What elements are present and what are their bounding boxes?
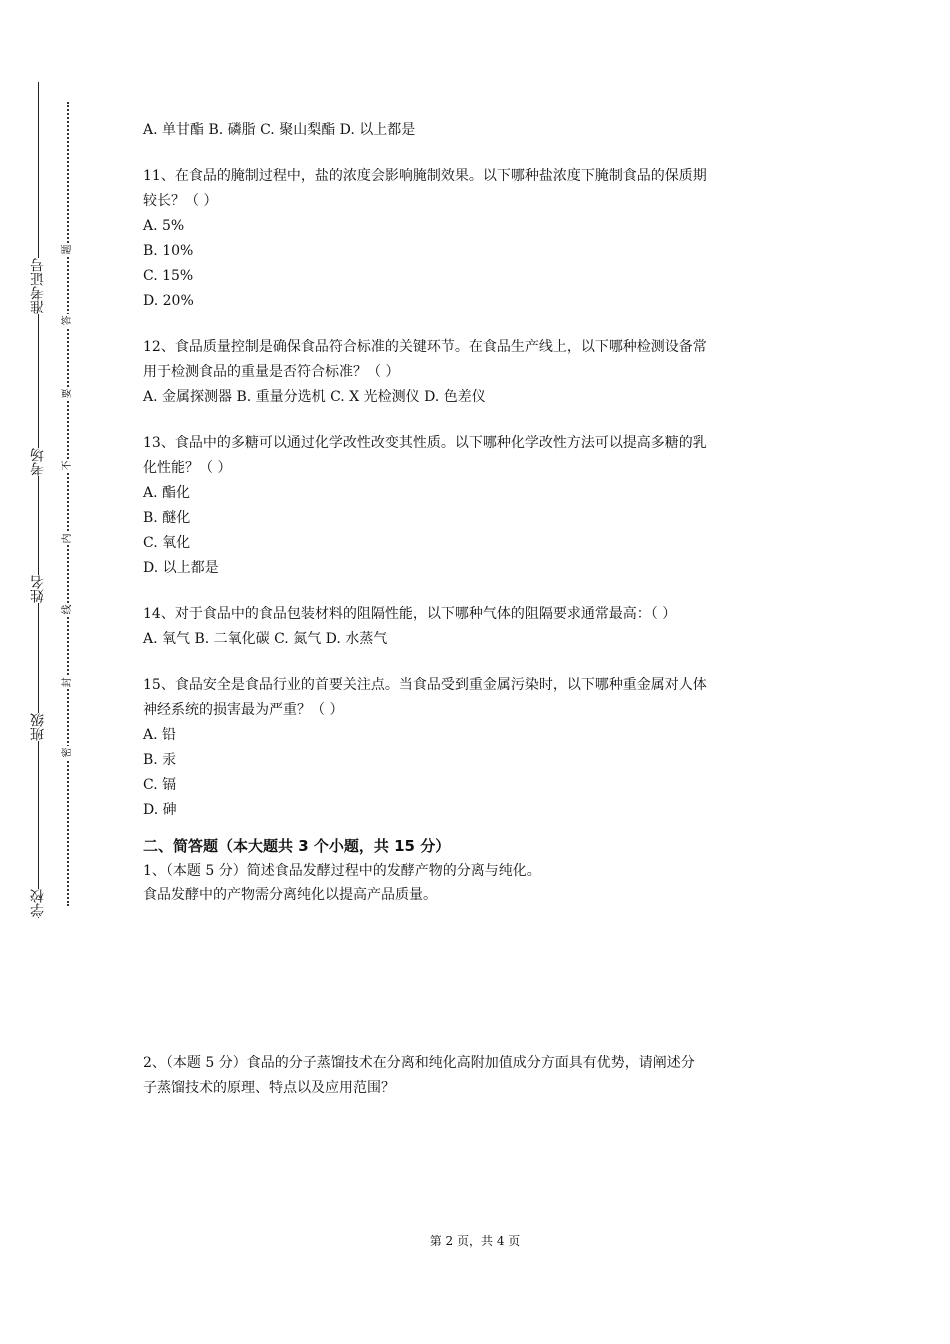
field-exam-room-label: 考场 (30, 448, 46, 476)
q14-stem-line1: 14、对于食品中的食品包装材料的阻隔性能，以下哪种气体的阻隔要求通常最高：（ ） (143, 606, 677, 622)
q10-options: A. 单甘酯 B. 磷脂 C. 聚山梨酯 D. 以上都是 (143, 122, 416, 138)
question-12 (143, 335, 823, 410)
field-exam-id-label: 准考证号 (30, 258, 46, 314)
exam-content (143, 118, 823, 1101)
q13-option-b: B. 醚化 (143, 510, 191, 526)
q11-option-b: B. 10% (143, 243, 194, 259)
seal-char: 题 (62, 244, 73, 255)
q15-option-a: A. 铅 (143, 727, 177, 743)
q13-stem-line1: 13、食品中的多糖可以通过化学改性改变其性质。以下哪种化学改性方法可以提高多糖的乳 (143, 435, 707, 451)
q15-stem-line2: 神经系统的损害最为严重？（ ） (143, 702, 344, 718)
question-14 (143, 602, 823, 652)
q14-options: A. 氧气 B. 二氧化碳 C. 氮气 D. 水蒸气 (143, 631, 388, 647)
q15-option-b: B. 汞 (143, 752, 177, 768)
seal-char: 要 (62, 388, 73, 399)
q13-option-d: D. 以上都是 (143, 560, 219, 576)
question-13 (143, 431, 823, 581)
q15-option-c: C. 镉 (143, 777, 177, 793)
q13-option-c: C. 氧化 (143, 535, 191, 551)
short-answer-q2-stem-line1: 2、（本题 5 分）食品的分子蒸馏技术在分离和纯化高附加值成分方面具有优势，请阐述分 (143, 1055, 695, 1071)
seal-char: 封 (62, 677, 73, 688)
section-2-title: 二、简答题（本大题共 3 个小题，共 15 分） (143, 837, 451, 855)
q11-option-d: D. 20% (143, 293, 194, 309)
short-answer-q1-answer: 食品发酵中的产物需分离纯化以提高产品质量。 (143, 887, 437, 903)
q11-option-a: A. 5% (143, 218, 185, 234)
q11-stem-line2: 较长？（ ） (143, 193, 218, 209)
page-number: 第 2 页，共 4 页 (429, 1234, 521, 1248)
seal-char: 内 (62, 533, 73, 544)
binding-dotted-line (67, 102, 69, 906)
q13-option-a: A. 酯化 (143, 485, 191, 501)
field-class-label: 班级 (30, 713, 46, 741)
q12-stem-line2: 用于检测食品的重量是否符合标准？（ ） (143, 364, 400, 380)
q15-stem-line1: 15、食品安全是食品行业的首要关注点。当食品受到重金属污染时，以下哪种重金属对人体 (143, 677, 707, 693)
q11-option-c: C. 15% (143, 268, 194, 284)
short-answer-q2-stem-line2: 子蒸馏技术的原理、特点以及应用范围？ (143, 1080, 395, 1096)
seal-char: 答 (62, 315, 73, 326)
answer-space (143, 907, 823, 1051)
q13-stem-line2: 化性能？（ ） (143, 460, 232, 476)
q12-stem-line1: 12、食品质量控制是确保食品符合标准的关键环节。在食品生产线上，以下哪种检测设备常 (143, 339, 707, 355)
field-school-label: 学校 (30, 889, 46, 917)
short-answer-q1-stem: 1、（本题 5 分）简述食品发酵过程中的发酵产物的分离与纯化。 (143, 863, 541, 879)
question-15 (143, 673, 823, 823)
q12-options: A. 金属探测器 B. 重量分选机 C. X 光检测仪 D. 色差仪 (143, 389, 486, 405)
q15-option-d: D. 砷 (143, 802, 177, 818)
seal-char: 密 (62, 747, 73, 758)
seal-char: 不 (62, 460, 73, 471)
field-name-label: 姓名 (30, 575, 46, 603)
q11-stem-line1: 11、在食品的腌制过程中，盐的浓度会影响腌制效果。以下哪种盐浓度下腌制食品的保质期 (143, 168, 707, 184)
question-11 (143, 164, 823, 314)
seal-char: 线 (62, 604, 73, 615)
binding-solid-line (38, 82, 39, 918)
